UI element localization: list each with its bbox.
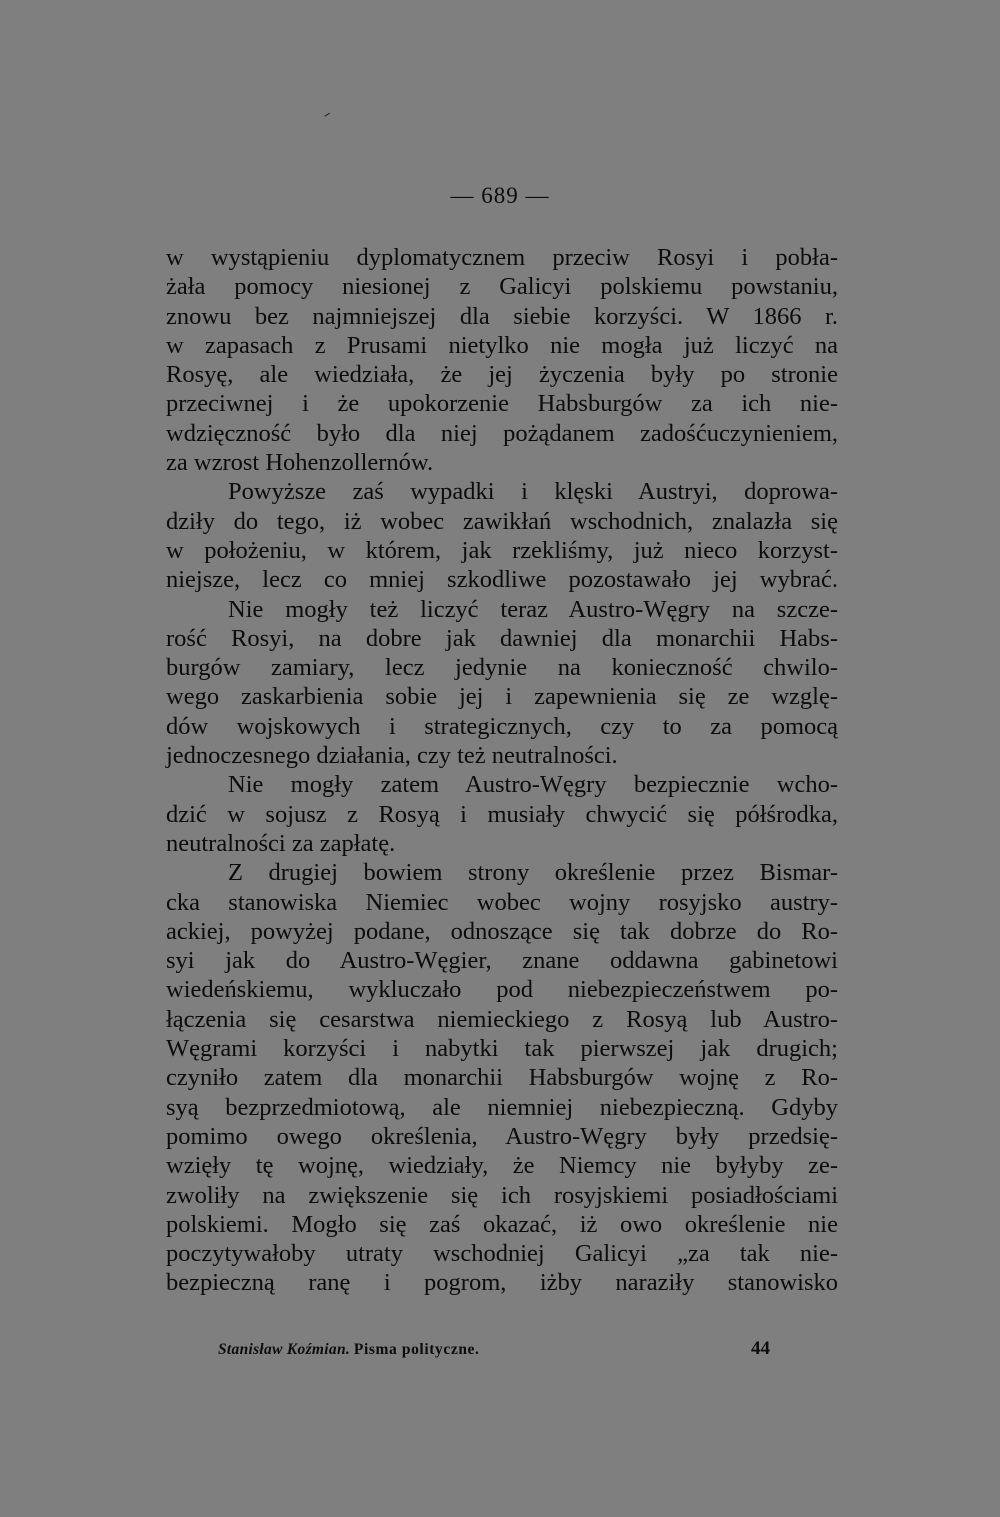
text-line: pomimo owego określenia, Austro-Węgry były przedsię- [166,1122,838,1150]
text-line: dów wojskowych i strategicznych, czy to za pomocą [166,712,838,740]
text-line: Węgrami korzyści i nabytki tak pierwszej jak drugich; [166,1035,838,1063]
text-line: Nie mogły też liczyć teraz Austro-Węgry na szcze- [228,595,838,623]
text-line: dziły do tego, iż wobec zawikłań wschodnich, znalazła się [166,507,838,535]
text-line: wiedeńskiemu, wykluczało pod niebezpieczeństwem po- [166,976,838,1004]
text-line: Powyższe zaś wypadki i klęski Austryi, doprowa- [228,478,838,506]
text-line: przeciwnej i że upokorzenie Habsburgów za ich nie- [166,390,838,418]
text-line: burgów zamiary, lecz jedynie na konieczność chwilo- [166,654,838,682]
text-line: polskiemi. Mogło się zaś okazać, iż owo określenie nie [166,1210,838,1238]
text-line: za wzrost Hohenzollernów. [166,449,434,477]
footer-author: Stanisław Koźmian. [218,1341,351,1358]
text-line: Rosyę, ale wiedziała, że jej życzenia były po stronie [166,361,838,389]
text-line: niejsze, lecz co mniej szkodliwe pozostawało jej wybrać. [166,566,838,594]
text-line: neutralności za zapłatę. [166,829,396,857]
text-line: zwoliły na zwiększenie się ich rosyjskiemi posiadłościami [166,1181,838,1209]
printer-signature: 44 [751,1338,770,1359]
text-line: jednoczesnego działania, czy też neutralności. [166,742,618,770]
scan-speck [324,113,331,119]
footer-citation [218,1341,480,1359]
text-line: syi jak do Austro-Węgier, znane oddawna gabinetowi [166,947,838,975]
text-line: Nie mogły zatem Austro-Węgry bezpiecznie wcho- [228,771,838,799]
page-number: — 689 — [450,183,550,208]
footer-title: Pisma polityczne. [353,1341,480,1358]
text-line: znowu bez najmniejszej dla siebie korzyści. W 1866 r. [166,302,838,330]
body-text [166,243,838,1298]
text-line: wdzięczność było dla niej pożądanem zadośćuczynieniem, [166,419,838,447]
page-footer [218,1338,770,1360]
text-line: czyniło zatem dla monarchii Habsburgów wojnę z Ro- [166,1064,838,1092]
text-line: poczytywałoby utraty wschodniej Galicyi „za tak nie- [166,1240,838,1268]
text-line: w położeniu, w którem, jak rzekliśmy, już nieco korzyst- [166,536,838,564]
text-line: żała pomocy niesionej z Galicyi polskiemu powstaniu, [166,273,838,301]
text-line: łączenia się cesarstwa niemieckiego z Rosyą lub Austro- [166,1005,838,1033]
text-line: cka stanowiska Niemiec wobec wojny rosyjsko austry- [166,888,838,916]
text-line: wzięły tę wojnę, wiedziały, że Niemcy nie byłyby ze- [166,1152,838,1180]
text-line: dzić w sojusz z Rosyą i musiały chwycić się półśrodka, [166,800,838,828]
text-line: w zapasach z Prusami nietylko nie mogła już liczyć na [166,331,838,359]
text-line: w wystąpieniu dyplomatycznem przeciw Rosyi i pobła- [166,244,838,271]
text-line: rość Rosyi, na dobre jak dawniej dla monarchii Habs- [166,624,838,652]
text-line: wego zaskarbienia sobie jej i zapewnienia się ze wzglę- [166,683,838,711]
text-line: bezpieczną ranę i pogrom, iżby naraziły stanowisko [166,1269,838,1297]
text-line: syą bezprzedmiotową, ale niemniej niebezpieczną. Gdyby [166,1093,838,1121]
text-line: Z drugiej bowiem strony określenie przez Bismar- [228,859,838,887]
text-line: ackiej, powyżej podane, odnoszące się tak dobrze do Ro- [166,917,838,945]
